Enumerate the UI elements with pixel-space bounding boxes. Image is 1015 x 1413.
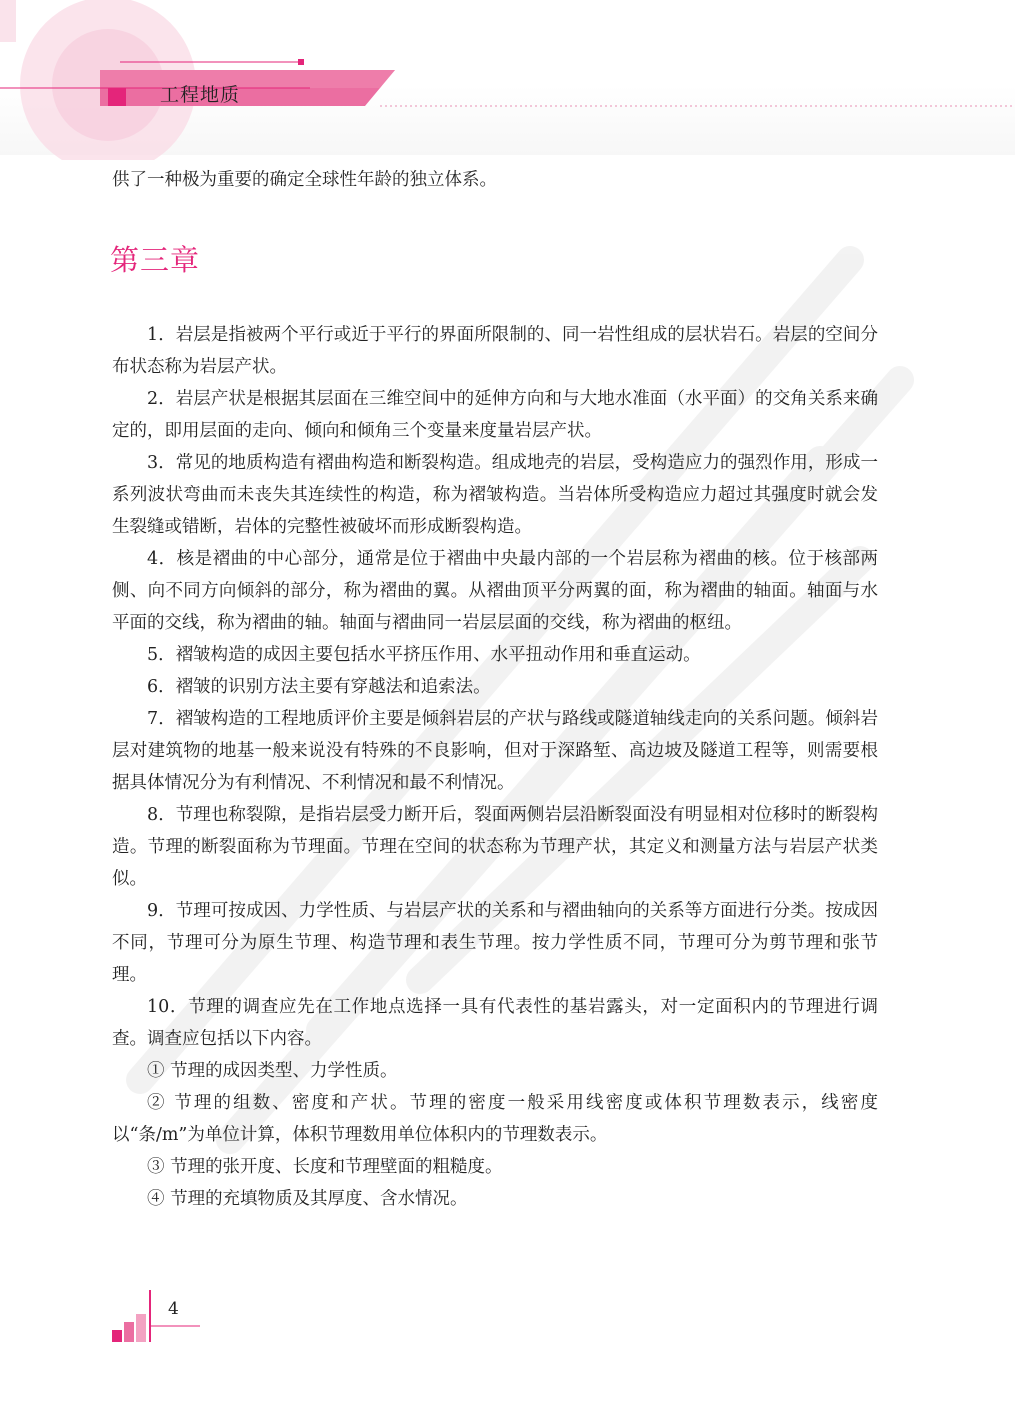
chapter-title: 第三章 (110, 243, 201, 277)
chapter-body (112, 319, 878, 1215)
footer-bar (136, 1314, 146, 1342)
header-square (108, 88, 126, 106)
list-item: ② 节理的组数、密度和产状。节理的密度一般采用线密度或体积节理数表示，线密度以“条/m”为单位计算，体积节理数用单位体积内的节理数表示。 (112, 1093, 878, 1145)
book-title: 工程地质 (160, 84, 241, 106)
list-item: ④ 节理的充填物质及其厚度、含水情况。 (147, 1189, 468, 1209)
continued-text: 供了一种极为重要的确定全球性年龄的独立体系。 (112, 170, 497, 190)
paragraph: 7．褶皱构造的工程地质评价主要是倾斜岩层的产状与路线或隧道轴线走向的关系问题。倾斜岩层对建筑物的地基一般来说没有特殊的不良影响，但对于深路堑、高边坡及隧道工程等，则需要根据具体情况分为有利情况、不利情况和最不利情况。 (112, 709, 878, 793)
paragraph: 4．核是褶曲的中心部分，通常是位于褶曲中央最内部的一个岩层称为褶曲的核。位于核部两侧、向不同方向倾斜的部分，称为褶曲的翼。从褶曲顶平分两翼的面，称为褶曲的轴面。轴面与水平面的交线，称为褶曲的轴。轴面与褶曲同一岩层层面的交线，称为褶曲的枢纽。 (112, 549, 878, 633)
paragraph: 2．岩层产状是根据其层面在三维空间中的延伸方向和与大地水准面（水平面）的交角关系来确定的，即用层面的走向、倾向和倾角三个变量来度量岩层产状。 (112, 389, 878, 441)
header-accent-dot (298, 59, 304, 65)
paragraph: 5．褶皱构造的成因主要包括水平挤压作用、水平扭动作用和垂直运动。 (147, 645, 701, 665)
paragraph: 1．岩层是指被两个平行或近于平行的界面所限制的、同一岩性组成的层状岩石。岩层的空间分布状态称为岩层产状。 (112, 325, 878, 377)
page-number: 4 (168, 1299, 179, 1319)
header-corner-block (0, 0, 16, 42)
header-banner-highlight (100, 70, 395, 88)
list-item: ③ 节理的张开度、长度和节理壁面的粗糙度。 (147, 1157, 503, 1177)
footer-bar (112, 1330, 122, 1342)
header-decoration (0, 0, 1015, 160)
paragraph: 9．节理可按成因、力学性质、与岩层产状的关系和与褶曲轴向的关系等方面进行分类。按成因不同，节理可分为原生节理、构造节理和表生节理。按力学性质不同，节理可分为剪节理和张节理。 (112, 901, 878, 985)
list-item: ① 节理的成因类型、力学性质。 (147, 1061, 398, 1081)
footer-decoration (0, 1280, 260, 1360)
paragraph: 8．节理也称裂隙，是指岩层受力断开后，裂面两侧岩层沿断裂面没有明显相对位移时的断裂构造。节理的断裂面称为节理面。节理在空间的状态称为节理产状，其定义和测量方法与岩层产状类似。 (112, 805, 878, 889)
paragraph: 10．节理的调查应先在工作地点选择一具有代表性的基岩露头，对一定面积内的节理进行调查。调查应包括以下内容。 (112, 997, 878, 1049)
paragraph: 6．褶皱的识别方法主要有穿越法和追索法。 (147, 677, 491, 697)
paragraph: 3．常见的地质构造有褶曲构造和断裂构造。组成地壳的岩层，受构造应力的强烈作用，形成一系列波状弯曲而未丧失其连续性的构造，称为褶皱构造。当岩体所受构造应力超过其强度时就会发生裂缝或错断，岩体的完整性被破坏而形成断裂构造。 (112, 453, 878, 537)
footer-bar (124, 1322, 134, 1342)
